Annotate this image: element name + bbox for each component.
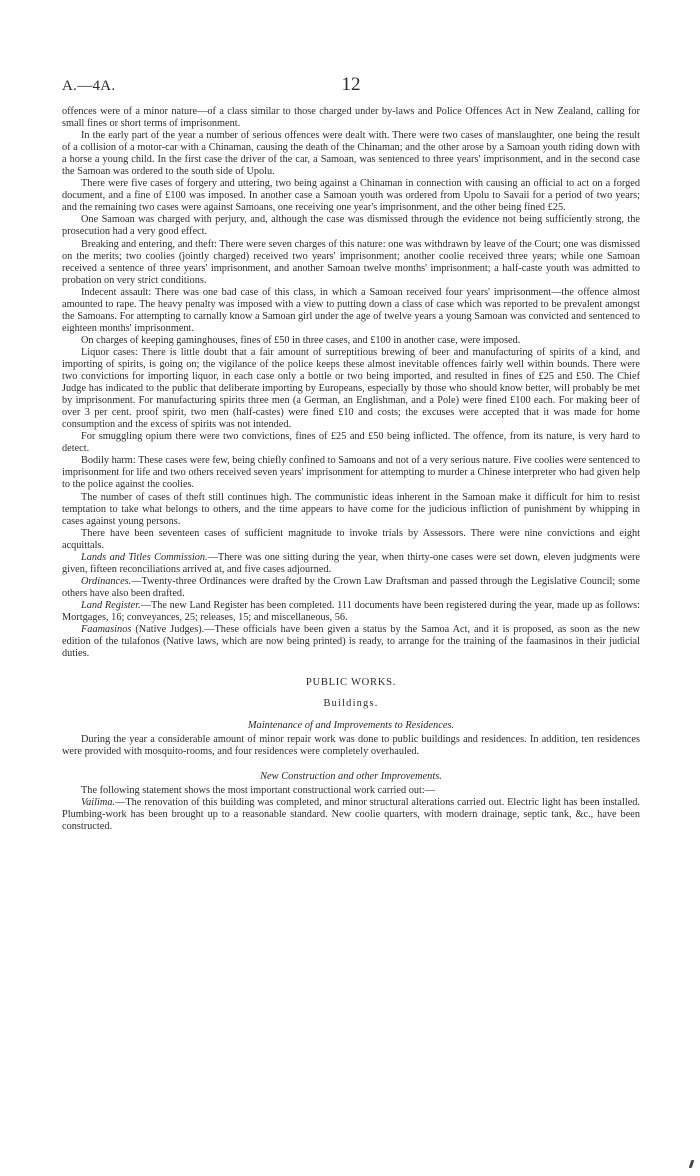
paragraph-text: There have been seventeen cases of sufficient magnitude to invoke trials by Assessors. There were nine convictions and eight acquittals. [62,527,640,551]
paragraph-lead: Land Register. [81,599,141,611]
section-heading: PUBLIC WORKS. [305,677,397,689]
document-body [62,106,640,833]
paragraph [62,734,640,758]
paragraph [62,106,640,130]
paragraph-text: During the year a considerable amount of minor repair work was done to public buildings and residences. In addition, ten residences were provided with mosquito-rooms, and four residences were completely overhauled. [62,734,640,758]
page-number: 12 [341,74,361,95]
paragraph-lead: Faamasinos [81,624,132,636]
paragraph-lead: Ordinances. [81,575,132,587]
paragraph-text: For smuggling opium there were two convictions, fines of £25 and £50 being inflicted. The offence, from its nature, is very hard to detect. [62,431,640,455]
paragraph-text: On charges of keeping gaminghouses, fines of £50 in three cases, and £100 in another case, were imposed. [81,334,521,346]
paragraph [62,335,640,347]
paragraph-text: In the early part of the year a number of serious offences were dealt with. There were two cases of manslaughter, one being the result of a collision of a motor-car with a Chinaman, causing the death of the Chinaman; and the other arose by a Samoan youth riding down with a horse a young child. In the first case the driver of the car, a Samoan, was sentenced to three years' imprisonment, and in the second case the Samoan was ordered to the south side of Upolu. [62,130,640,178]
paragraph-text: Bodily harm: These cases were few, being chiefly confined to Samoans and not of a very serious nature. Five coolies were sentenced to imprisonment for life and two others received seven years' imprisonment for attempting to murder a Chinese interpreter who had given help to the police against the coolies. [62,455,640,491]
paragraph-text: —The new Land Register has been completed. 111 documents have been registered during the year, made up as follows: Mortgages, 16; conveyances, 25; releases, 15; and miscellaneous, 56. [62,599,641,623]
paragraph-text: Indecent assault: There was one bad case of this class, in which a Samoan received four years' imprisonment—the offence almost amounted to rape. The heavy penalty was imposed with a view to putting down a class of case which was reported to be prevalent amongst the Samoans. For attempting to carnally know a Samoan girl under the age of twelve years a young Samoan was convicted and sentenced to eighteen months' imprisonment. [62,286,640,334]
paragraph [62,576,640,600]
paragraph-text: One Samoan was charged with perjury, and, although the case was dismissed through the evidence not being sufficiently strong, the prosecution had a very good effect. [62,214,640,238]
paragraph [62,130,640,178]
paragraph-text: There were five cases of forgery and uttering, two being against a Chinaman in connection with causing an official to act on a forged document, and a fine of £100 was imposed. In another case a Samoan youth was ordered from Upolu to Savaii for a period of two years; and the remaining two cases were against Samoans, one receiving one year's imprisonment, and the other being fined £25. [62,178,640,214]
paragraph-lead: Lands and Titles Commission. [81,551,208,563]
paragraph [62,797,640,833]
document-reference: A.—4A. [62,78,116,94]
paragraph-text: (Native Judges).—These officials have been given a status by the Samoa Act, and it is proposed, as soon as the new edition of the tulafonos (Native laws, which are now being printed) is ready, to arrange for the training of the faamasinos in their judicial duties. [62,624,640,660]
paragraph-text: The following statement shows the most important constructional work carried out:— [81,785,436,797]
paragraph-lead: Vailima. [81,797,116,809]
paragraph [62,785,640,797]
subsection-heading: Buildings. [323,698,379,710]
subheading-new-construction: New Construction and other Improvements. [260,771,442,783]
paragraph-text: Breaking and entering, and theft: There were seven charges of this nature: one was withdrawn by leave of the Court; one was dismissed on the merits; two coolies (jointly charged) received two years' imprisonment; another coolie received three years; while one Samoan received a sentence of three years' imprisonment, and another Samoan twelve months' imprisonment; a half-caste youth was admitted to probation on very strict conditions. [62,238,640,286]
paragraph [62,214,640,238]
paragraph [62,624,640,660]
paragraph [62,552,640,576]
paragraph [62,178,640,214]
page-header [62,74,640,98]
paragraph [62,431,640,455]
paragraph-text: —The renovation of this building was completed, and minor structural alterations carried out. Electric light has been installed. Plumbing-work has been brought up to a reasonable standard. New coolie quarters, with modern drainage, septic tank, &c., have been constructed. [62,797,640,833]
paragraph [62,528,640,552]
subheading-maintenance: Maintenance of and Improvements to Residences. [247,720,455,732]
paragraph [62,492,640,528]
paragraph [62,347,640,431]
paragraph-text: —Twenty-three Ordinances were drafted by the Crown Law Draftsman and passed through the Legislative Council; some others have also been drafted. [62,575,640,599]
paragraph [62,455,640,491]
paragraph [62,600,640,624]
paragraph-text: Liquor cases: There is little doubt that a fair amount of surreptitious brewing of beer and manufacturing of spirits of a kind, and importing of spirits, is going on; the vigilance of the police keeps these almost inevitable offences fairly well within bounds. There were two convictions for importing liquor, in each case only a bottle or two being imported, and resulted in fines of £25 and £50. The Chief Judge has indicated to the public that deliberate importing by Europeans, especially by those who should know better, will probably be met by imprisonment. For manufacturing spirits three men (a German, an Englishman, and a Pole) were fined £100 each. For making beer of over 3 per cent. proof spirit, two men (half-castes) were fined £10 and costs; the excuses were accepted that it was made for home consumption and the excess of spirits was not intended. [62,346,640,431]
paragraph-text: The number of cases of theft still continues high. The communistic ideas inherent in the Samoan make it difficult for him to resist temptation to take what belongs to others, and the time appears to have come for the judicious infliction of punishment by whipping in cases against young persons. [62,491,640,527]
paragraph-text: —There was one sitting during the year, when thirty-one cases were set down, eleven judgments were given, fifteen reconciliations arrived at, and five cases adjourned. [62,551,640,575]
paragraph [62,239,640,287]
margin-mark [689,1160,695,1168]
paragraph [62,287,640,335]
paragraph-text: offences were of a minor nature—of a class similar to those charged under by-laws and Police Offences Act in New Zealand, calling for small fines or short terms of imprisonment. [62,106,640,130]
